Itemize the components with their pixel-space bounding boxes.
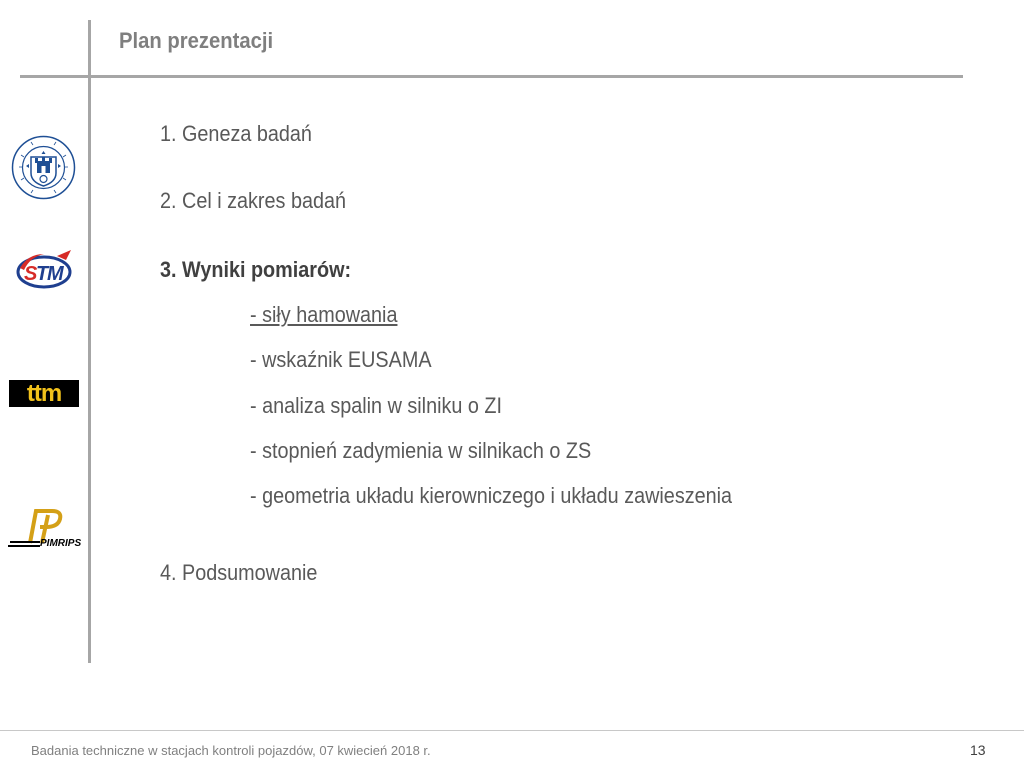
agenda-item-4: 4. Podsumowanie — [160, 560, 318, 585]
agenda-item-1: 1. Geneza badań — [160, 121, 312, 146]
svg-text:M: M — [47, 263, 64, 285]
svg-text:S: S — [24, 263, 38, 285]
pimrips-logo-text: PIMRIPS — [40, 538, 82, 549]
agenda-subitem-eusama: - wskaźnik EUSAMA — [250, 347, 432, 372]
agenda-subitem-exhaust-analysis: - analiza spalin w silniku o ZI — [250, 393, 503, 418]
svg-text:T: T — [36, 263, 49, 285]
pimrips-logo — [6, 505, 82, 549]
agenda-subitem-geometry: - geometria układu kierowniczego i układu zawieszenia — [250, 483, 733, 508]
agenda-subitem-smoke-opacity: - stopnień zadymienia w silnikach o ZS — [250, 438, 592, 463]
horizontal-divider — [20, 75, 963, 78]
vertical-divider — [88, 20, 91, 663]
university-seal-logo — [11, 135, 76, 200]
page-number: 13 — [970, 742, 986, 758]
ttm-logo — [9, 380, 79, 407]
footer-divider — [0, 730, 1024, 731]
slide-title: Plan prezentacji — [119, 28, 274, 53]
agenda-subitem-braking-forces[interactable]: - siły hamowania — [250, 302, 398, 327]
stm-logo — [14, 248, 74, 294]
agenda-item-3: 3. Wyniki pomiarów: — [160, 257, 352, 282]
footer-text: Badania techniczne w stacjach kontroli pojazdów, 07 kwiecień 2018 r. — [31, 743, 431, 758]
agenda-item-2: 2. Cel i zakres badań — [160, 188, 347, 213]
ttm-logo-text: ttm — [26, 380, 62, 407]
